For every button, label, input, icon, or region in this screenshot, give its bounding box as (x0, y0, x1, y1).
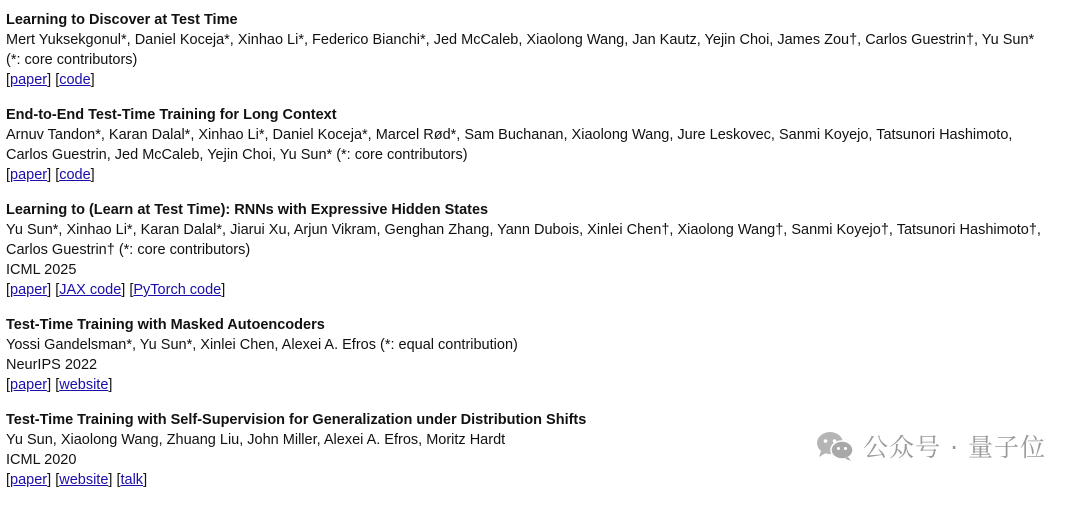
publication-item (6, 200, 1078, 300)
publication-title: Test-Time Training with Self-Supervision for Generalization under Distribution Shifts (6, 412, 587, 428)
publication-item (6, 10, 1078, 90)
publication-links: [paper] [JAX code] [PyTorch code] (6, 282, 226, 298)
publication-title: Learning to Discover at Test Time (6, 12, 238, 28)
website-link[interactable]: website (59, 472, 109, 488)
code-link[interactable]: code (59, 72, 91, 88)
publication-title: Learning to (Learn at Test Time): RNNs with Expressive Hidden States (6, 202, 489, 218)
publication-links: [paper] [website] (6, 377, 113, 393)
publication-venue: ICML 2025 (6, 262, 77, 278)
paper-link[interactable]: paper (10, 72, 48, 88)
publication-authors: Arnuv Tandon*, Karan Dalal*, Xinhao Li*, Daniel Koceja*, Marcel Rød*, Sam Buchanan, Xiaolong Wang, Jure Leskovec, Sanmi Koyejo, Tatsunori Hashimoto, (6, 127, 1013, 143)
publication-links: [paper] [code] (6, 167, 95, 183)
publication-authors: Mert Yuksekgonul*, Daniel Koceja*, Xinhao Li*, Federico Bianchi*, Jed McCaleb, Xiaolong Wang, Jan Kautz, Yejin Choi, James Zou†, Carlos Guestrin†, Yu Sun* (6, 32, 1035, 48)
paper-link[interactable]: paper (10, 282, 48, 298)
publication-item (6, 315, 1078, 395)
publication-title: Test-Time Training with Masked Autoencoders (6, 317, 325, 333)
publication-links: [paper] [code] (6, 72, 95, 88)
watermark (815, 428, 1046, 464)
publication-authors: Yu Sun, Xiaolong Wang, Zhuang Liu, John Miller, Alexei A. Efros, Moritz Hardt (6, 432, 506, 448)
paper-link[interactable]: paper (10, 167, 48, 183)
publication-venue: NeurIPS 2022 (6, 357, 98, 373)
jax-code-link[interactable]: JAX code (59, 282, 122, 298)
publication-note: (*: core contributors) (6, 52, 138, 68)
talk-link[interactable]: talk (120, 472, 144, 488)
publication-links: [paper] [website] [talk] (6, 472, 148, 488)
pytorch-code-link[interactable]: PyTorch code (133, 282, 222, 298)
publication-authors-cont: Carlos Guestrin† (*: core contributors) (6, 242, 251, 258)
website-link[interactable]: website (59, 377, 109, 393)
code-link[interactable]: code (59, 167, 91, 183)
publication-authors: Yu Sun*, Xinhao Li*, Karan Dalal*, Jiarui Xu, Arjun Vikram, Genghan Zhang, Yann Dubois, Xinlei Chen†, Xiaolong Wang†, Sanmi Koyejo†, Tatsunori Hashimoto†, (6, 222, 1041, 238)
watermark-text: 公众号 · 量子位 (863, 433, 1046, 462)
paper-link[interactable]: paper (10, 377, 48, 393)
publication-authors-cont: Carlos Guestrin, Jed McCaleb, Yejin Choi, Yu Sun* (*: core contributors) (6, 147, 468, 163)
paper-link[interactable]: paper (10, 472, 48, 488)
wechat-icon (815, 430, 855, 462)
publication-venue: ICML 2020 (6, 452, 77, 468)
publication-title: End-to-End Test-Time Training for Long Context (6, 107, 337, 123)
publication-authors: Yossi Gandelsman*, Yu Sun*, Xinlei Chen, Alexei A. Efros (*: equal contribution) (6, 337, 518, 353)
publication-item (6, 105, 1078, 185)
